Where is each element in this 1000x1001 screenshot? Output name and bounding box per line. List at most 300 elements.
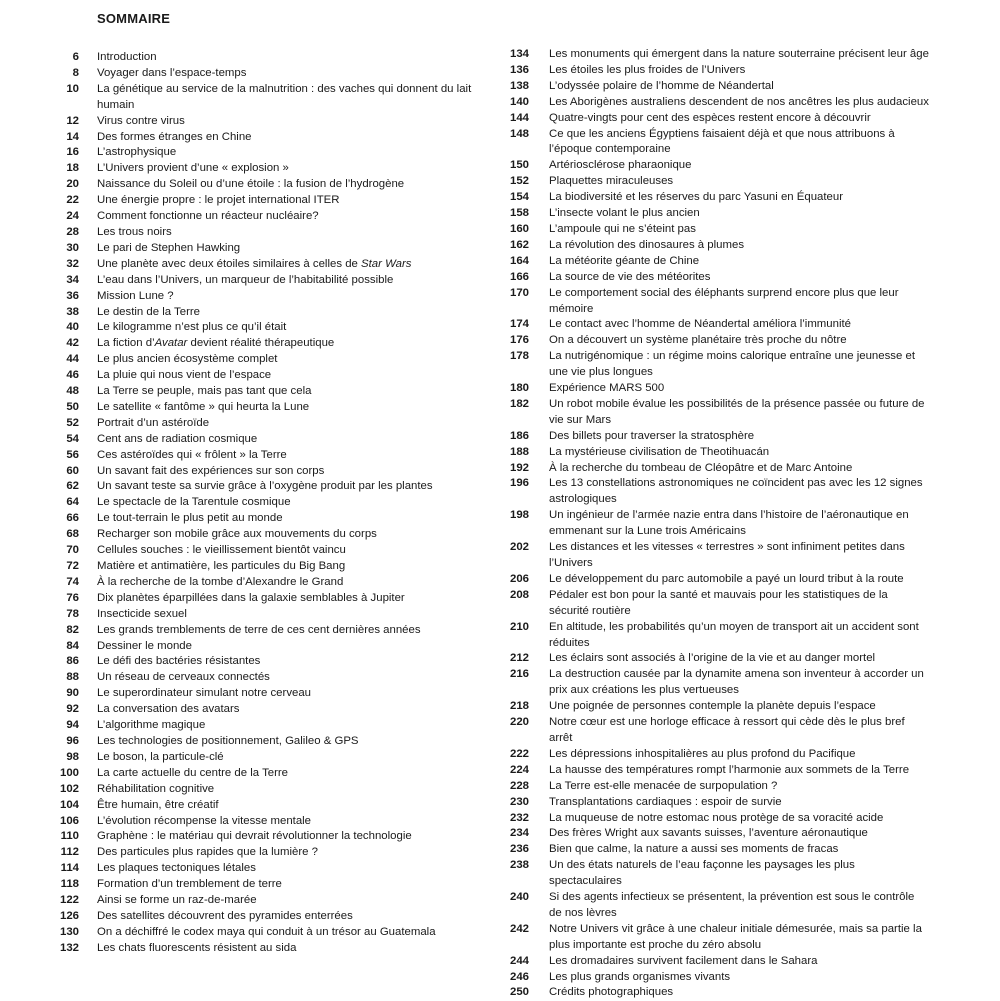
toc-entry [500, 572, 930, 588]
toc-entry [40, 798, 485, 814]
toc-entry-title: La Terre est-elle menacée de surpopulation ? [549, 779, 778, 792]
toc-entry-title: À la recherche de la tombe d’Alexandre le Grand [97, 575, 344, 588]
toc-entry-title: Le défi des bactéries résistantes [97, 655, 261, 668]
toc-entry-title: Quatre-vingts pour cent des espèces restent encore à découvrir [549, 111, 871, 124]
toc-entry [40, 66, 485, 82]
toc-entry [500, 317, 930, 333]
toc-page-number: 92 [66, 703, 79, 716]
toc-page-number: 238 [509, 859, 529, 872]
toc-entry [40, 448, 485, 464]
toc-entry [40, 670, 485, 686]
toc-page-number: 14 [66, 130, 79, 143]
page-title: SOMMAIRE [97, 11, 171, 26]
toc-entry [40, 734, 485, 750]
toc-page-number: 186 [509, 429, 529, 442]
toc-entry [500, 429, 930, 445]
toc-entry-title: Le superordinateur simulant notre cerveau [97, 687, 312, 700]
toc-entry-title: Un ingénieur de l’armée nazie entra dans l’histoire de l’aéronautique en emmenant sur la Lune trois Américains [549, 509, 909, 538]
toc-entry-title: Graphène : le matériau qui devrait révolutionner la technologie [97, 830, 412, 843]
toc-page-number: 220 [509, 716, 529, 729]
toc-page-number: 228 [509, 779, 529, 792]
toc-entry-title: La biodiversité et les réserves du parc Yasuni en Équateur [549, 191, 844, 204]
toc-page-number: 104 [59, 798, 79, 811]
toc-page-number: 50 [66, 400, 79, 413]
toc-entry [500, 47, 930, 63]
toc-page-number: 22 [66, 194, 79, 207]
toc-column-left [40, 50, 485, 957]
toc-entry-title: La source de vie des météorites [549, 270, 711, 283]
toc-page-number: 96 [66, 734, 79, 747]
toc-entry [500, 508, 930, 540]
toc-entry-title: L’algorithme magique [97, 719, 206, 732]
toc-entry-title: Des satellites découvrent des pyramides enterrées [97, 909, 353, 922]
toc-page-number: 54 [66, 432, 79, 445]
toc-entry [40, 782, 485, 798]
toc-entry-title: Le contact avec l’homme de Néandertal améliora l’immunité [549, 318, 851, 331]
toc-entry-title: Un réseau de cerveaux connectés [97, 671, 270, 684]
toc-page-number: 234 [509, 827, 529, 840]
toc-entry [500, 699, 930, 715]
toc-entry-title: La fiction d’Avatar devient réalité thérapeutique [97, 337, 335, 350]
toc-entry [500, 795, 930, 811]
toc-entry-title: Formation d’un tremblement de terre [97, 878, 282, 891]
toc-page-number: 132 [59, 941, 79, 954]
toc-page-number: 196 [509, 477, 529, 490]
toc-entry [500, 588, 930, 620]
toc-entry [500, 206, 930, 222]
toc-page-number: 110 [60, 830, 79, 843]
toc-page-number: 240 [509, 891, 529, 904]
toc-entry-title: Une planète avec deux étoiles similaires à celles de Star Wars [97, 257, 412, 270]
toc-entry-title: Un savant fait des expériences sur son corps [97, 464, 325, 477]
toc-entry [40, 639, 485, 655]
toc-entry [500, 127, 930, 159]
toc-entry-title: Pédaler est bon pour la santé et mauvais pour les statistiques de la sécurité routière [549, 588, 888, 617]
toc-entry [500, 826, 930, 842]
toc-page-number: 170 [509, 286, 529, 299]
toc-page-number: 130 [59, 925, 79, 938]
toc-page-number: 98 [66, 750, 79, 763]
toc-page-number: 62 [66, 480, 79, 493]
toc-entry [40, 543, 485, 559]
toc-entry [40, 130, 485, 146]
toc-page-number: 24 [66, 210, 79, 223]
toc-page-number: 150 [509, 159, 529, 172]
toc-entry-title: L’évolution récompense la vitesse mentale [97, 814, 312, 827]
toc-entry [40, 479, 485, 495]
toc-entry-title: Ces astéroïdes qui « frôlent » la Terre [97, 448, 287, 461]
toc-entry [40, 114, 485, 130]
toc-entry-title: La météorite géante de Chine [549, 254, 700, 267]
toc-entry-title: Les étoiles les plus froides de l’Univers [549, 63, 746, 76]
toc-entry [500, 79, 930, 95]
toc-page-number: 78 [66, 607, 79, 620]
toc-entry-title: La carte actuelle du centre de la Terre [97, 766, 289, 779]
toc-entry [40, 686, 485, 702]
toc-entry [40, 495, 485, 511]
toc-entry-title: Si des agents infectieux se présentent, la prévention est sous le contrôle de nos lèvres [549, 891, 915, 919]
toc-entry [40, 909, 485, 925]
toc-page-number: 84 [66, 639, 79, 652]
toc-entry [500, 190, 930, 206]
toc-entry [40, 352, 485, 368]
toc-entry [40, 893, 485, 909]
toc-entry-title: La pluie qui nous vient de l’espace [97, 369, 272, 382]
toc-page-number: 102 [59, 782, 79, 795]
toc-entry-title: Comment fonctionne un réacteur nucléaire? [97, 210, 319, 223]
toc-entry-title: La destruction causée par la dynamite amena son inventeur à accorder un prix aux créations les plus vertueuses [549, 668, 924, 697]
toc-page-number: 16 [66, 146, 79, 159]
toc-entry [500, 970, 930, 986]
toc-page-number: 212 [509, 652, 529, 665]
toc-entry [40, 289, 485, 305]
toc-page-number: 76 [66, 591, 79, 604]
toc-entry [500, 922, 930, 954]
toc-entry [500, 254, 930, 270]
toc-entry-title: Un robot mobile évalue les possibilités de la présence passée ou future de vie sur Mars [549, 397, 925, 426]
toc-entry [500, 158, 930, 174]
toc-entry-title: Un savant teste sa survie grâce à l’oxygène produit par les plantes [97, 480, 433, 493]
toc-page-number: 94 [66, 719, 79, 732]
toc-page-number: 176 [509, 334, 529, 347]
toc-entry-title: Les dépressions inhospitalières au plus profond du Pacifique [549, 747, 856, 760]
toc-entry [40, 829, 485, 845]
toc-entry-title: Les éclairs sont associés à l’origine de la vie et au danger mortel [549, 652, 876, 665]
toc-entry [40, 718, 485, 734]
toc-entry [40, 702, 485, 718]
toc-entry-title: La Terre se peuple, mais pas tant que cela [97, 385, 312, 398]
toc-entry [40, 209, 485, 225]
toc-entry-title: L’eau dans l’Univers, un marqueur de l’habitabilité possible [97, 273, 394, 286]
toc-entry [40, 527, 485, 543]
toc-entry-title: L’ampoule qui ne s’éteint pas [549, 222, 696, 235]
toc-entry [40, 368, 485, 384]
toc-page-number: 162 [509, 238, 529, 251]
toc-page-number: 232 [509, 811, 529, 824]
toc-page-number: 28 [66, 225, 79, 238]
toc-entry-title: Le développement du parc automobile a payé un lourd tribut à la route [549, 572, 904, 585]
toc-entry-title: On a découvert un système planétaire très proche du nôtre [549, 334, 847, 347]
toc-page-number: 174 [509, 318, 529, 331]
toc-page-number: 56 [66, 448, 79, 461]
toc-entry [40, 241, 485, 257]
toc-entry [40, 861, 485, 877]
toc-entry [40, 654, 485, 670]
toc-entry [500, 174, 930, 190]
toc-page-number: 138 [509, 79, 529, 92]
toc-page-number: 202 [509, 541, 529, 554]
toc-entry-title: Les chats fluorescents résistent au sida [97, 941, 297, 954]
toc-page-number: 8 [72, 66, 79, 79]
toc-entry-title: Les grands tremblements de terre de ces cent dernières années [97, 623, 421, 636]
toc-page-number: 90 [66, 687, 79, 700]
toc-page-number: 244 [509, 954, 529, 967]
toc-entry [500, 286, 930, 318]
toc-page-number: 18 [66, 162, 79, 175]
toc-entry [500, 779, 930, 795]
toc-entry [500, 858, 930, 890]
toc-page-number: 192 [509, 461, 529, 474]
toc-page-number: 148 [509, 127, 529, 140]
toc-entry-title: Le comportement social des éléphants surprend encore plus que leur mémoire [549, 286, 899, 315]
toc-entry [500, 445, 930, 461]
toc-entry-title: Mission Lune ? [97, 289, 174, 302]
toc-entry [500, 954, 930, 970]
toc-entry [40, 161, 485, 177]
toc-page-number: 134 [509, 48, 529, 60]
toc-entry-title: L’astrophysique [97, 146, 177, 159]
toc-entry [40, 273, 485, 289]
toc-page-number: 166 [509, 270, 529, 283]
toc-entry-title: Notre cœur est une horloge efficace à ressort qui cède dès le plus bref arrêt [549, 716, 905, 744]
toc-entry-title: La révolution des dinosaures à plumes [549, 238, 745, 251]
toc-entry-title: Les monuments qui émergent dans la nature souterraine précisent leur âge [549, 48, 929, 60]
toc-entry-title: Les plaques tectoniques létales [97, 862, 256, 875]
toc-page-number: 160 [509, 222, 529, 235]
toc-entry-title: Matière et antimatière, les particules du Big Bang [97, 560, 346, 572]
toc-entry [40, 766, 485, 782]
toc-page-number: 206 [509, 572, 529, 585]
toc-entry-title: L’Univers provient d’une « explosion » [97, 162, 289, 175]
toc-entry [500, 222, 930, 238]
toc-entry-title: Les dromadaires survivent facilement dans le Sahara [549, 954, 818, 967]
toc-page-number: 30 [66, 241, 79, 254]
toc-entry-title: Expérience MARS 500 [549, 382, 665, 395]
toc-entry-title: La conversation des avatars [97, 703, 240, 716]
toc-entry-title: À la recherche du tombeau de Cléopâtre et de Marc Antoine [549, 461, 853, 474]
toc-page-number: 20 [66, 178, 79, 191]
toc-entry [500, 667, 930, 699]
toc-entry-title: Recharger son mobile grâce aux mouvements du corps [97, 528, 377, 541]
toc-entry [40, 82, 485, 114]
toc-page-number: 70 [66, 544, 79, 557]
toc-entry [40, 623, 485, 639]
toc-page-number: 126 [59, 909, 79, 922]
toc-entry-title: Ce que les anciens Égyptiens faisaient déjà et que nous attribuons à l’époque contemporaine [549, 127, 895, 156]
toc-entry [40, 814, 485, 830]
toc-entry-title: Des frères Wright aux savants suisses, l’aventure aéronautique [549, 827, 868, 840]
toc-entry-title: La nutrigénomique : un régime moins calorique entraîne une jeunesse et une vie plus longues [549, 350, 915, 379]
toc-entry [500, 349, 930, 381]
toc-entry-title: L’insecte volant le plus ancien [549, 207, 700, 220]
toc-entry [500, 476, 930, 508]
toc-entry [500, 747, 930, 763]
toc-entry [40, 845, 485, 861]
toc-entry-title: Des billets pour traverser la stratosphère [549, 429, 755, 442]
toc-entry-title: Plaquettes miraculeuses [549, 175, 674, 188]
toc-entry [500, 890, 930, 922]
toc-entry-title: Le spectacle de la Tarentule cosmique [97, 496, 291, 509]
toc-page-number: 112 [60, 846, 79, 859]
toc-entry-title: Crédits photographiques [549, 986, 674, 999]
toc-entry-title: Les distances et les vitesses « terrestres » sont infiniment petites dans l’Univers [549, 541, 905, 569]
toc-page-number: 216 [509, 668, 529, 681]
toc-page-number: 178 [509, 350, 529, 363]
toc-entry-title: Virus contre virus [97, 114, 185, 127]
toc-entry [40, 145, 485, 161]
toc-page-number: 40 [66, 321, 79, 334]
toc-entry [500, 540, 930, 572]
toc-page-number: 72 [66, 560, 79, 572]
toc-page-number: 44 [66, 353, 79, 366]
toc-entry [40, 877, 485, 893]
toc-page-number: 36 [66, 289, 79, 302]
toc-entry-title: Dessiner le monde [97, 639, 192, 652]
toc-entry [500, 95, 930, 111]
toc-entry-title: Des particules plus rapides que la lumière ? [97, 846, 318, 859]
toc-entry-title: Les technologies de positionnement, Galileo & GPS [97, 734, 359, 747]
toc-entry [500, 238, 930, 254]
toc-entry [40, 432, 485, 448]
toc-entry-title: La hausse des températures rompt l’harmonie aux sommets de la Terre [549, 763, 910, 776]
toc-page-number: 114 [60, 862, 79, 875]
toc-page-number: 12 [66, 114, 79, 127]
toc-entry [40, 511, 485, 527]
toc-page-number: 140 [509, 95, 529, 108]
toc-page-number: 152 [509, 175, 529, 188]
toc-page-number: 188 [509, 445, 529, 458]
toc-page-number: 198 [509, 509, 529, 522]
toc-entry [500, 985, 930, 1001]
toc-entry [40, 257, 485, 273]
toc-page-number: 182 [509, 397, 529, 410]
toc-page-number: 180 [509, 382, 529, 395]
toc-entry [500, 651, 930, 667]
toc-entry [500, 333, 930, 349]
toc-entry-title: Le boson, la particule-clé [97, 750, 224, 763]
toc-entry [40, 305, 485, 321]
toc-page-number: 68 [66, 528, 79, 541]
toc-entry-title: La muqueuse de notre estomac nous protège de sa voracité acide [549, 811, 884, 824]
toc-entry-title: Les 13 constellations astronomiques ne coïncident pas avec les 12 signes astrologiques [549, 477, 923, 506]
toc-page-number: 82 [66, 623, 79, 636]
toc-entry [40, 925, 485, 941]
toc-page-number: 242 [509, 922, 529, 935]
toc-entry-title: Les plus grands organismes vivants [549, 970, 731, 983]
toc-entry [40, 400, 485, 416]
toc-page-number: 86 [66, 655, 79, 668]
toc-entry-title: Artériosclérose pharaonique [549, 159, 692, 172]
toc-entry-title: Les trous noirs [97, 225, 172, 238]
toc-entry-title: Réhabilitation cognitive [97, 782, 215, 795]
toc-page-number: 88 [66, 671, 79, 684]
toc-page-number: 158 [509, 207, 529, 220]
toc-entry-title: Insecticide sexuel [97, 607, 187, 620]
toc-entry-title: Une poignée de personnes contemple la planète depuis l’espace [549, 700, 876, 713]
toc-entry-title: Le plus ancien écosystème complet [97, 353, 278, 366]
toc-entry [500, 270, 930, 286]
toc-page-number: 100 [59, 766, 79, 779]
toc-page-number: 230 [509, 795, 529, 808]
toc-entry-title: Cellules souches : le vieillissement bientôt vaincu [97, 544, 346, 557]
toc-entry [40, 941, 485, 957]
toc-entry [500, 842, 930, 858]
toc-entry-title: La génétique au service de la malnutrition : des vaches qui donnent du lait humain [97, 82, 472, 111]
toc-page-number: 136 [509, 63, 529, 76]
toc-entry [500, 381, 930, 397]
toc-entry-title: La mystérieuse civilisation de Theotihuacán [549, 445, 770, 458]
toc-page-number: 154 [509, 191, 529, 204]
toc-entry [500, 111, 930, 127]
toc-entry-title: Dix planètes éparpillées dans la galaxie semblables à Jupiter [97, 591, 405, 604]
toc-page-number: 208 [509, 588, 529, 601]
toc-page-number: 164 [509, 254, 529, 267]
toc-entry-italic: Star Wars [361, 257, 412, 270]
toc-page-number: 118 [60, 878, 79, 891]
toc-entry-title: Un des états naturels de l’eau façonne les paysages les plus spectaculaires [549, 859, 855, 888]
toc-page-number: 64 [66, 496, 79, 509]
toc-page-number: 32 [66, 257, 79, 270]
toc-page-number: 34 [66, 273, 79, 286]
toc-entry [40, 336, 485, 352]
toc-page-number: 60 [66, 464, 79, 477]
toc-entry [500, 763, 930, 779]
toc-entry-title: Le satellite « fantôme » qui heurta la Lune [97, 400, 310, 413]
toc-entry-title: Être humain, être créatif [97, 798, 219, 811]
toc-page-number: 224 [509, 763, 529, 776]
toc-entry-title: Naissance du Soleil ou d’une étoile : la fusion de l’hydrogène [97, 178, 405, 191]
toc-page-number: 218 [509, 700, 529, 713]
toc-entry [500, 397, 930, 429]
toc-page-number: 52 [66, 416, 79, 429]
toc-entry-title: Les Aborigènes australiens descendent de nos ancêtres les plus audacieux [549, 95, 929, 108]
toc-page-number: 38 [66, 305, 79, 318]
toc-page-number: 74 [66, 575, 79, 588]
toc-entry-title: Transplantations cardiaques : espoir de survie [549, 795, 782, 808]
toc-entry-title: Cent ans de radiation cosmique [97, 432, 258, 445]
toc-page-number: 236 [509, 843, 529, 856]
toc-entry [500, 715, 930, 747]
toc-entry [40, 416, 485, 432]
toc-entry [40, 464, 485, 480]
toc-page-number: 6 [72, 51, 79, 63]
toc-entry [40, 225, 485, 241]
toc-entry [40, 607, 485, 623]
toc-entry-title: Des formes étranges en Chine [97, 130, 252, 143]
toc-page-number: 144 [509, 111, 529, 124]
toc-entry-title: En altitude, les probabilités qu’un moyen de transport ait un accident sont réduites [549, 620, 919, 649]
toc-page-number: 66 [66, 512, 79, 525]
toc-page-number: 250 [509, 986, 529, 999]
toc-entry [500, 63, 930, 79]
toc-entry [40, 559, 485, 575]
toc-entry-title: Introduction [97, 51, 157, 63]
toc-entry-title: Une énergie propre : le projet international ITER [97, 194, 340, 207]
toc-page-number: 48 [66, 385, 79, 398]
toc-entry [500, 620, 930, 652]
toc-entry [40, 591, 485, 607]
toc-entry [40, 750, 485, 766]
toc-entry-title: Voyager dans l’espace-temps [97, 66, 247, 79]
toc-page-number: 42 [66, 337, 79, 350]
toc-page-number: 222 [509, 747, 529, 760]
toc-entry-title: Le kilogramme n’est plus ce qu’il était [97, 321, 287, 334]
toc-entry-title: L’odyssée polaire de l’homme de Néandertal [549, 79, 774, 92]
toc-entry-italic: Avatar [154, 337, 188, 350]
toc-page-number: 46 [66, 369, 79, 382]
toc-entry [500, 811, 930, 827]
toc-entry-title: Portrait d’un astéroïde [97, 416, 210, 429]
toc-entry-title: Bien que calme, la nature a aussi ses moments de fracas [549, 843, 839, 856]
toc-entry-title: On a déchiffré le codex maya qui conduit à un trésor au Guatemala [97, 925, 436, 938]
toc-page-number: 10 [66, 82, 79, 95]
toc-page-number: 210 [509, 620, 529, 633]
toc-page-number: 246 [509, 970, 529, 983]
toc-entry [40, 575, 485, 591]
toc-page-number: 106 [59, 814, 79, 827]
toc-entry-title: Le destin de la Terre [97, 305, 201, 318]
toc-entry-title: Le tout-terrain le plus petit au monde [97, 512, 283, 525]
